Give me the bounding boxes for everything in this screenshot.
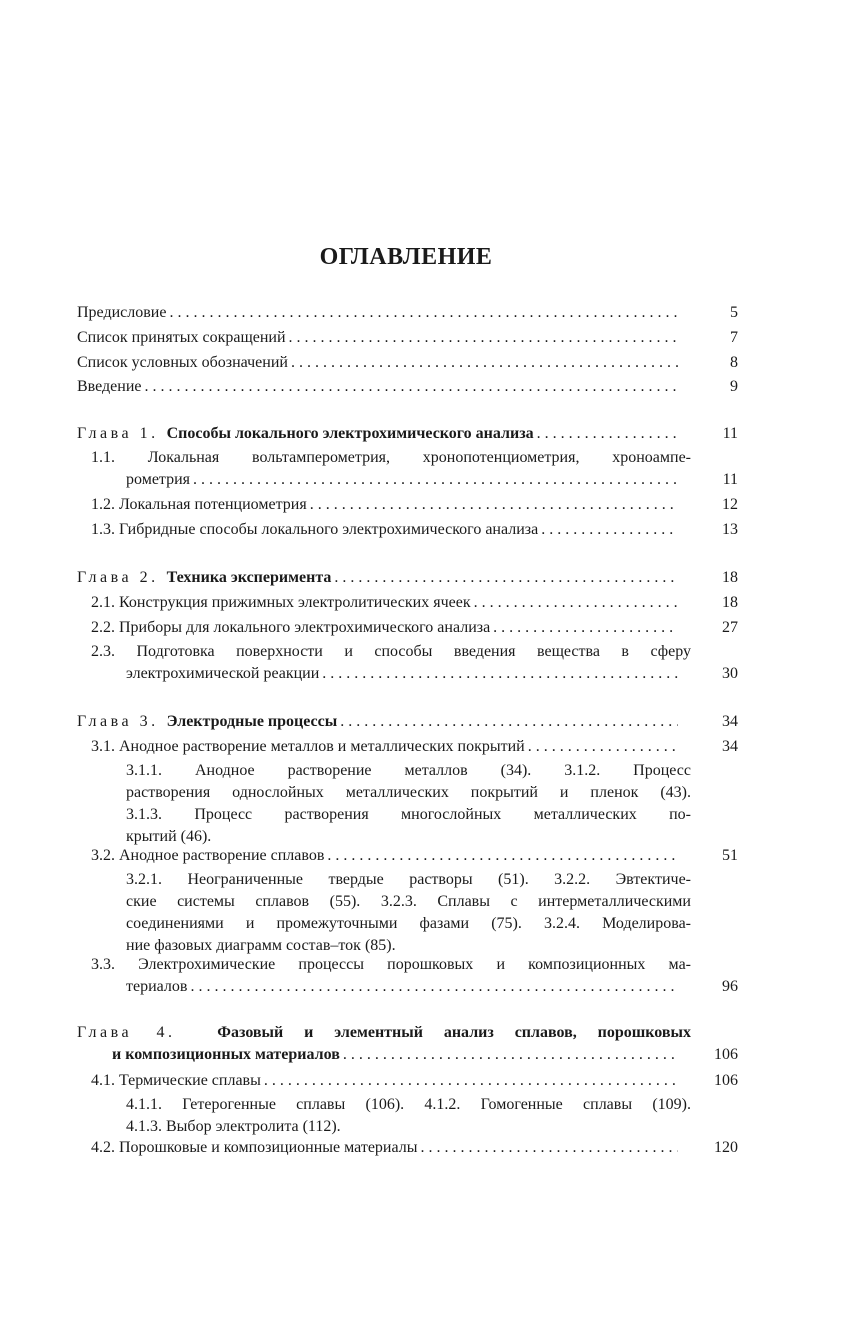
toc-entry-introduction[interactable] <box>77 376 738 398</box>
leader-dots <box>261 1070 678 1092</box>
leader-dots <box>471 592 678 614</box>
entry-label: Список условных обозначений <box>77 354 288 371</box>
toc-chapter-3[interactable] <box>77 711 738 733</box>
entry-label-cont: рометрия <box>126 471 191 488</box>
entry-label: Введение <box>77 378 142 395</box>
toc-entry-symbols[interactable] <box>77 352 738 374</box>
subsection-line: 4.1.3. Выбор электролита (112). <box>126 1118 341 1135</box>
chapter-title-cont: и композиционных материалов <box>112 1046 340 1063</box>
subsection-line: крытий (46). <box>126 828 212 845</box>
entry-label: 2.1. Конструкция прижимных электролитических ячеек <box>91 594 471 611</box>
page-number: 11 <box>722 425 738 442</box>
chapter-label: Глава 4. <box>77 1024 176 1041</box>
page-number: 9 <box>730 378 738 395</box>
leader-dots <box>337 711 678 733</box>
subsection-line: соединениями и промежуточными фазами (75). 3.2.4. Моделирова- <box>126 915 691 932</box>
toc-section-2-1[interactable] <box>91 592 738 614</box>
page-number: 11 <box>722 471 738 488</box>
page-number: 106 <box>714 1046 738 1063</box>
entry-label: 2.2. Приборы для локального электрохимического анализа <box>91 619 491 636</box>
toc-section-4-2[interactable] <box>91 1137 738 1159</box>
page-title: ОГЛАВЛЕНИЕ <box>319 244 493 270</box>
entry-label: 1.2. Локальная потенциометрия <box>91 496 307 513</box>
toc-chapter-1[interactable] <box>77 423 738 445</box>
chapter-title: Техника эксперимента <box>166 569 332 586</box>
entry-label-cont: териалов <box>126 978 188 995</box>
page-number: 106 <box>714 1072 738 1089</box>
chapter-label: Глава 1. <box>77 425 159 442</box>
page-number: 30 <box>722 665 738 682</box>
toc-chapter-4[interactable] <box>77 1022 738 1066</box>
toc-subsections-4-1 <box>126 1094 691 1138</box>
leader-dots <box>490 617 678 639</box>
page-number: 12 <box>722 496 738 513</box>
chapter-title: Электродные процессы <box>166 713 338 730</box>
toc-section-4-1[interactable] <box>91 1070 738 1092</box>
entry-label: 2.3. Подготовка поверхности и способы введения вещества в сферу <box>91 643 691 660</box>
toc-subsections-3-2 <box>126 869 691 957</box>
entry-label: 1.3. Гибридные способы локального электрохимического анализа <box>91 521 539 538</box>
page-number: 8 <box>730 354 738 371</box>
toc-section-3-2[interactable] <box>91 845 738 867</box>
entry-label: 4.1. Термические сплавы <box>91 1072 261 1089</box>
entry-label: 4.2. Порошковые и композиционные материалы <box>91 1139 418 1156</box>
toc-chapter-2[interactable] <box>77 567 738 589</box>
entry-label: 3.2. Анодное растворение сплавов <box>91 847 325 864</box>
toc-section-1-2[interactable] <box>91 494 738 516</box>
entry-label: 3.1. Анодное растворение металлов и металлических покрытий <box>91 738 525 755</box>
leader-dots <box>417 1137 678 1159</box>
leader-dots <box>190 469 678 491</box>
page-number: 27 <box>722 619 738 636</box>
toc-entry-abbreviations[interactable] <box>77 327 738 349</box>
toc-entry-preface[interactable] <box>77 302 738 324</box>
page-number: 18 <box>722 569 738 586</box>
subsection-line: растворения однослойных металлических покрытий и пленок (43). <box>126 784 691 801</box>
chapter-label: Глава 3. <box>77 713 159 730</box>
page-number: 5 <box>730 304 738 321</box>
subsection-line: 3.1.1. Анодное растворение металлов (34). 3.1.2. Процесс <box>126 762 691 779</box>
subsection-line: 4.1.1. Гетерогенные сплавы (106). 4.1.2. Гомогенные сплавы (109). <box>126 1096 691 1113</box>
chapter-title: Способы локального электрохимического анализа <box>166 425 534 442</box>
entry-label: Предисловие <box>77 304 167 321</box>
page-number: 7 <box>730 329 738 346</box>
toc-section-2-2[interactable] <box>91 617 738 639</box>
subsection-line: ние фазовых диаграмм состав–ток (85). <box>126 937 396 954</box>
toc-section-2-3[interactable] <box>91 641 738 685</box>
toc-section-1-1[interactable] <box>91 447 738 491</box>
toc-section-1-3[interactable] <box>91 519 738 541</box>
page-number: 96 <box>722 978 738 995</box>
page-number: 13 <box>722 521 738 538</box>
leader-dots <box>307 494 678 516</box>
leader-dots <box>166 302 678 324</box>
chapter-title: Фазовый и элементный анализ сплавов, порошковых <box>217 1024 692 1041</box>
leader-dots <box>324 845 678 867</box>
leader-dots <box>331 567 678 589</box>
page-number: 120 <box>714 1139 738 1156</box>
entry-label: Список принятых сокращений <box>77 329 286 346</box>
page-number: 34 <box>722 713 738 730</box>
leader-dots <box>187 976 678 998</box>
page-number: 18 <box>722 594 738 611</box>
entry-label: 1.1. Локальная вольтамперометрия, хронопотенциометрия, хроноампе- <box>91 449 691 466</box>
entry-label: 3.3. Электрохимические процессы порошковых и композиционных ма- <box>91 956 691 973</box>
subsection-line: 3.2.1. Неограниченные твердые растворы (51). 3.2.2. Эвтектиче- <box>126 871 691 888</box>
leader-dots <box>286 327 678 349</box>
entry-label-cont: электрохимической реакции <box>126 665 320 682</box>
leader-dots <box>534 423 678 445</box>
toc-section-3-1[interactable] <box>91 736 738 758</box>
chapter-label: Глава 2. <box>77 569 159 586</box>
leader-dots <box>538 519 678 541</box>
leader-dots <box>142 376 679 398</box>
page-number: 34 <box>722 738 738 755</box>
page-number: 51 <box>722 847 738 864</box>
subsection-line: ские системы сплавов (55). 3.2.3. Сплавы с интерметаллическими <box>126 893 691 910</box>
subsection-line: 3.1.3. Процесс растворения многослойных металлических по- <box>126 806 691 823</box>
toc-subsections-3-1 <box>126 760 691 848</box>
leader-dots <box>525 736 678 758</box>
leader-dots <box>288 352 678 374</box>
leader-dots <box>340 1044 678 1066</box>
leader-dots <box>319 663 678 685</box>
toc-section-3-3[interactable] <box>91 954 738 998</box>
